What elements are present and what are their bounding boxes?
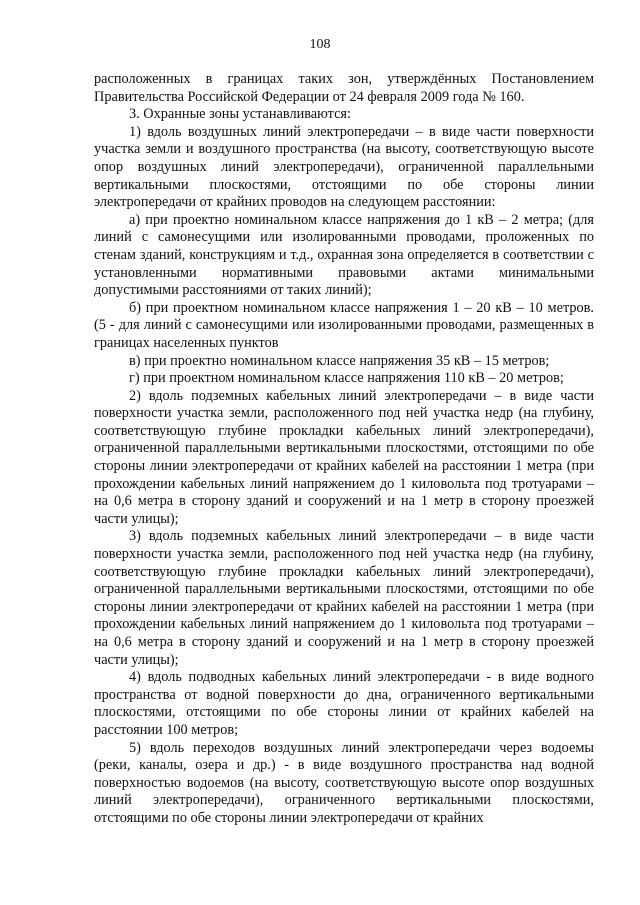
paragraph-subitem-2: 2) вдоль подземных кабельных линий электропередачи – в виде части поверхности участка земли, расположенного под ней участка недр (на глубину, соответствующую глубине прокладки кабельных линий электропередачи), ограниченной параллельными вертикальными плоскостями, отстоящими по обе стороны линии электропередачи от крайних кабелей на расстоянии 1 метра (при прохождении кабельных линий напряжением до 1 киловольта под тротуарами – на 0,6 метра в сторону зданий и сооружений и на 1 метр в сторону проезжей части улицы);	[94, 387, 594, 527]
paragraph-subitem-3: 3) вдоль подземных кабельных линий электропередачи – в виде части поверхности участка земли, расположенного под ней участка недр (на глубину, соответствующую глубине прокладки кабельных линий электропередачи), ограниченной параллельными вертикальными плоскостями, отстоящими по обе стороны линии электропередачи от крайних кабелей на расстоянии 1 метра (при прохождении кабельных линий напряжением до 1 киловольта под тротуарами – на 0,6 метра в сторону зданий и сооружений и на 1 метр в сторону проезжей части улицы);	[94, 528, 594, 668]
paragraph-subitem-5: 5) вдоль переходов воздушных линий электропередачи через водоемы (реки, каналы, озера и др.) - в виде воздушного пространства над водной поверхностью водоемов (на высоту, соответствующую высоте опор воздушных линий электропередачи), ограниченного вертикальными плоскостями, отстоящими по обе стороны линии электропередачи от крайних	[94, 739, 594, 826]
page-number: 108	[309, 37, 331, 52]
paragraph-subitem-1: 1) вдоль воздушных линий электропередачи – в виде части поверхности участка земли и воздушного пространства (на высоту, соответствующую высоте опор воздушных линий электропередачи), ограниченной параллельными вертикальными плоскостями, отстоящими по обе стороны линии электропередачи от крайних проводов на следующем расстоянии:	[94, 123, 594, 211]
paragraph-subitem-g: г) при проектном номинальном классе напряжения 110 кВ – 20 метров;	[129, 370, 564, 387]
paragraph-subitem-b: б) при проектном номинальном классе напряжения 1 – 20 кВ – 10 метров. (5 - для линий с самонесущими или изолированными проводами, размещенных в границах населенных пунктов	[94, 299, 594, 351]
paragraph-subitem-v: в) при проектно номинальном классе напряжения 35 кВ – 15 метров;	[129, 352, 550, 369]
paragraph-subitem-a: а) при проектно номинальном классе напряжения до 1 кВ – 2 метра; (для линий с самонесущими или изолированными проводами, проложенных по стенам зданий, конструкциям и т.д., охранная зона определяется в соответствии с установленными нормативными правовыми актами минимальными допустимыми расстояниями от таких линий);	[94, 211, 594, 299]
paragraph-item-3: 3. Охранные зоны устанавливаются:	[129, 106, 351, 123]
paragraph-continuation: расположенных в границах таких зон, утверждённых Постановлением Правительства Российской Федерации от 24 февраля 2009 года № 160.	[94, 71, 594, 105]
paragraph-subitem-4: 4) вдоль подводных кабельных линий электропередачи - в виде водного пространства от водной поверхности до дна, ограниченного вертикальными плоскостями, отстоящими по обе стороны линии от крайних кабелей на расстоянии 100 метров;	[94, 669, 594, 738]
document-body	[94, 71, 594, 828]
